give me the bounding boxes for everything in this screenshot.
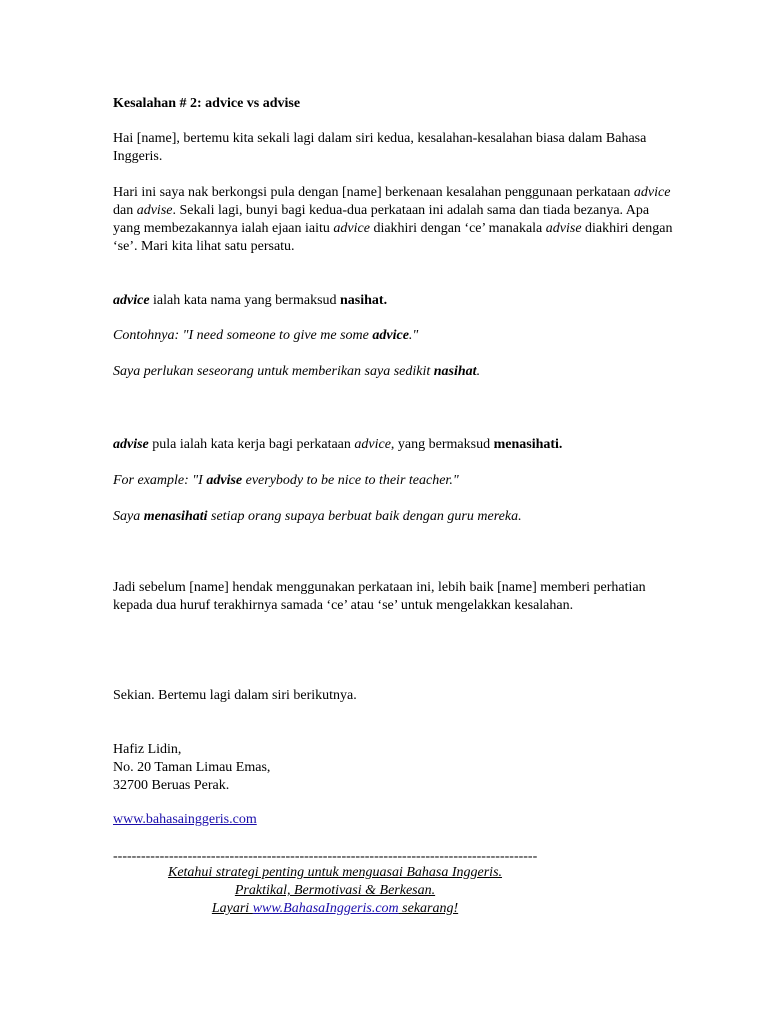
advice-translation-pre: Saya perlukan seseorang untuk memberikan saya sedikit: [113, 364, 434, 379]
advice-example-word: advice: [372, 328, 409, 343]
advice-example-post: .": [408, 328, 419, 343]
website-link[interactable]: www.bahasainggeris.com: [113, 812, 257, 827]
advise-term: advise: [113, 437, 149, 452]
document-title: Kesalahan # 2: advice vs advise: [113, 96, 301, 111]
explanation-advise-1: advise: [136, 203, 173, 218]
advise-example-post: everybody to be nice to their teacher.": [242, 473, 459, 488]
advice-example-pre: Contohnya: "I need someone to give me some: [113, 328, 373, 343]
separator-line: -------------------------------------------------------------------------------------------: [113, 849, 538, 864]
author-name: Hafiz Lidin,: [113, 742, 182, 757]
footer-website-link[interactable]: www.BahasaInggeris.com: [252, 901, 399, 916]
advise-meaning: menasihati.: [493, 437, 563, 452]
advise-definition-text-1: pula ialah kata kerja bagi perkataan: [148, 437, 355, 452]
explanation-advise-2: advise: [545, 221, 582, 236]
explanation-text-1: Hari ini saya nak berkongsi pula dengan [name] berkenaan kesalahan penggunaan perkataan: [113, 185, 634, 200]
footer-line-3: [113, 900, 557, 918]
closing-line: Sekian. Bertemu lagi dalam siri berikutnya.: [113, 688, 357, 703]
intro-paragraph: Hai [name], bertemu kita sekali lagi dalam siri kedua, kesalahan-kesalahan biasa dalam Bahasa Inggeris.: [113, 131, 647, 164]
advice-translation: [113, 363, 673, 381]
footer-line-3-post: sekarang!: [398, 901, 459, 916]
footer-line-3-pre: Layari: [211, 901, 253, 916]
explanation-paragraph: [113, 184, 673, 256]
advice-example: [113, 327, 673, 345]
explanation-text-5: diakhiri dengan ‘se’. Mari kita lihat satu persatu.: [113, 221, 673, 254]
advise-example-word: advise: [206, 473, 243, 488]
explanation-text-4: diakhiri dengan ‘ce’ manakala: [369, 221, 546, 236]
address-line-1: No. 20 Taman Limau Emas,: [113, 760, 271, 775]
advice-term: advice: [113, 293, 150, 308]
footer-line-2: Praktikal, Bermotivasi & Berkesan.: [234, 883, 436, 898]
advice-translation-post: .: [476, 364, 481, 379]
advise-translation-word: menasihati: [143, 509, 208, 524]
website-link-paragraph: [113, 811, 673, 829]
explanation-text-3: . Sekali lagi, bunyi bagi kedua-dua perkataan ini adalah sama dan tiada bezanya. Apa yang membezakannya ialah ejaan iaitu: [113, 203, 650, 236]
address-line-2: 32700 Beruas Perak.: [113, 778, 230, 793]
explanation-advice-2: advice: [333, 221, 370, 236]
explanation-text-2: dan: [113, 203, 137, 218]
advise-definition-word: advice: [354, 437, 391, 452]
advise-example-pre: For example: "I: [113, 473, 207, 488]
advise-translation-post: setiap orang supaya berbuat baik dengan guru mereka.: [207, 509, 522, 524]
advise-example: [113, 472, 673, 490]
advice-definition-text: ialah kata nama yang bermaksud: [149, 293, 341, 308]
advise-translation-pre: Saya: [113, 509, 144, 524]
advise-definition: [113, 436, 673, 454]
conclusion-paragraph: Jadi sebelum [name] hendak menggunakan perkataan ini, lebih baik [name] memberi perhatian kepada dua huruf terakhirnya samada ‘ce’ atau ‘se’ untuk mengelakkan kesalahan.: [113, 580, 646, 613]
footer-promo: [113, 864, 557, 918]
advice-meaning: nasihat.: [340, 293, 388, 308]
advise-translation: [113, 508, 673, 526]
advice-definition: [113, 292, 673, 310]
advice-translation-word: nasihat: [433, 364, 477, 379]
footer-line-1: Ketahui strategi penting untuk menguasai Bahasa Inggeris.: [167, 865, 503, 880]
explanation-advice-1: advice: [633, 185, 671, 200]
advise-definition-text-2: , yang bermaksud: [390, 437, 494, 452]
